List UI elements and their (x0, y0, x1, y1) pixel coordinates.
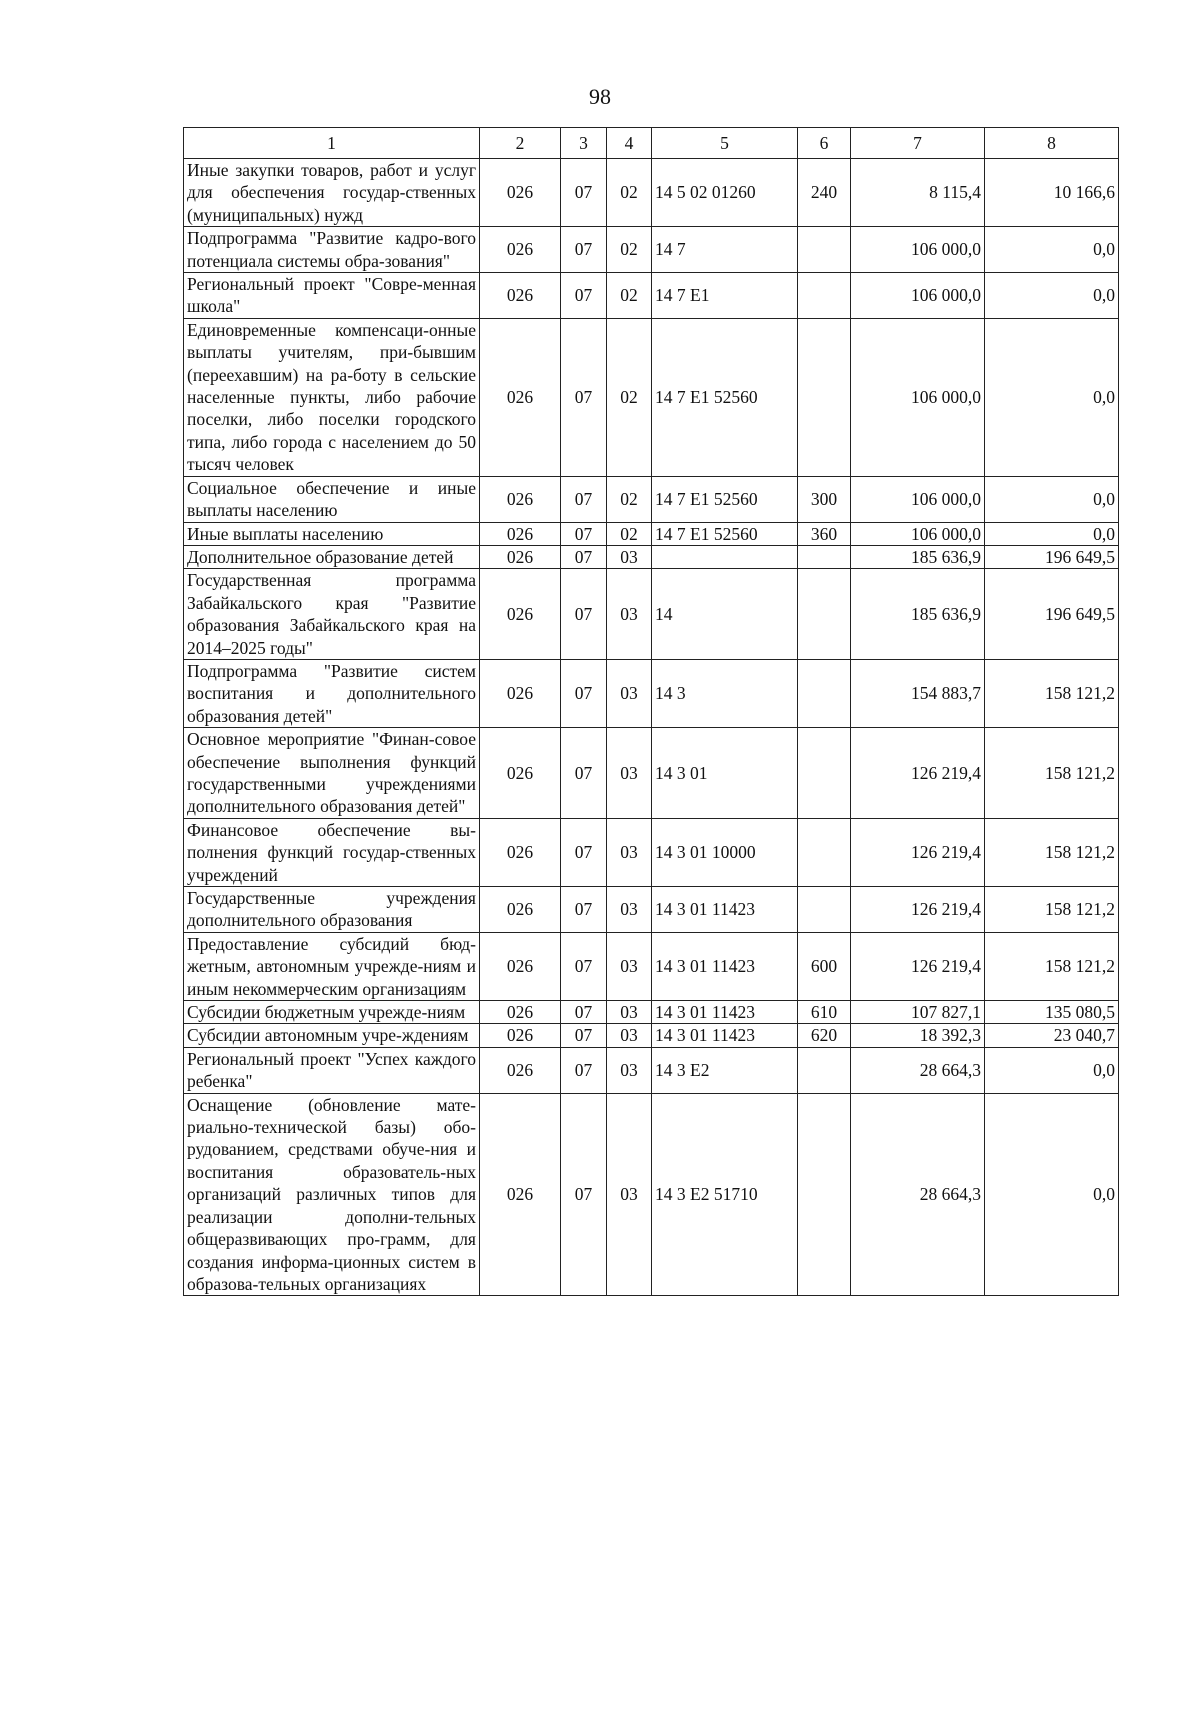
column-header: 1 (184, 128, 480, 159)
column-header: 2 (480, 128, 561, 159)
table-row (184, 318, 1119, 476)
sum-year-2-cell: 196 649,5 (985, 545, 1119, 568)
subsection-cell: 03 (607, 659, 652, 727)
row-name-cell: Государственные учреждения дополнительного образования (184, 887, 480, 933)
sum-year-1-cell: 154 883,7 (851, 659, 985, 727)
sum-year-1-cell: 185 636,9 (851, 569, 985, 660)
admin-code-cell: 026 (480, 318, 561, 476)
section-cell: 07 (561, 522, 607, 545)
admin-code-cell: 026 (480, 159, 561, 227)
admin-code-cell: 026 (480, 1047, 561, 1093)
table-row (184, 932, 1119, 1000)
subsection-cell: 02 (607, 159, 652, 227)
column-header: 4 (607, 128, 652, 159)
sum-year-2-cell: 0,0 (985, 1047, 1119, 1093)
sum-year-1-cell: 126 219,4 (851, 728, 985, 819)
table-row (184, 1047, 1119, 1093)
table-row (184, 227, 1119, 273)
row-name-cell: Субсидии бюджетным учрежде-ниям (184, 1001, 480, 1024)
target-article-cell: 14 3 01 11423 (652, 1024, 798, 1047)
subsection-cell: 03 (607, 1024, 652, 1047)
sum-year-1-cell: 126 219,4 (851, 818, 985, 886)
section-cell: 07 (561, 659, 607, 727)
header-row (184, 128, 1119, 159)
sum-year-2-cell: 0,0 (985, 227, 1119, 273)
sum-year-2-cell: 0,0 (985, 476, 1119, 522)
section-cell: 07 (561, 545, 607, 568)
target-article-cell: 14 (652, 569, 798, 660)
sum-year-1-cell: 106 000,0 (851, 522, 985, 545)
sum-year-1-cell: 106 000,0 (851, 273, 985, 319)
column-header: 7 (851, 128, 985, 159)
sum-year-1-cell: 106 000,0 (851, 227, 985, 273)
row-name-cell: Субсидии автономным учре-ждениям (184, 1024, 480, 1047)
expense-type-cell: 300 (798, 476, 851, 522)
target-article-cell: 14 3 01 11423 (652, 887, 798, 933)
section-cell: 07 (561, 159, 607, 227)
table-row (184, 545, 1119, 568)
sum-year-2-cell: 10 166,6 (985, 159, 1119, 227)
table-body (184, 159, 1119, 1296)
admin-code-cell: 026 (480, 728, 561, 819)
target-article-cell: 14 3 (652, 659, 798, 727)
section-cell: 07 (561, 318, 607, 476)
target-article-cell: 14 7 E1 52560 (652, 318, 798, 476)
expense-type-cell (798, 569, 851, 660)
target-article-cell: 14 3 E2 (652, 1047, 798, 1093)
section-cell: 07 (561, 1047, 607, 1093)
admin-code-cell: 026 (480, 545, 561, 568)
admin-code-cell: 026 (480, 227, 561, 273)
sum-year-2-cell: 158 121,2 (985, 659, 1119, 727)
row-name-cell: Региональный проект "Совре-менная школа" (184, 273, 480, 319)
subsection-cell: 03 (607, 545, 652, 568)
row-name-cell: Государственная программа Забайкальского края "Развитие образования Забайкальского края на 2014–2025 годы" (184, 569, 480, 660)
admin-code-cell: 026 (480, 932, 561, 1000)
sum-year-2-cell: 0,0 (985, 522, 1119, 545)
table-row (184, 659, 1119, 727)
admin-code-cell: 026 (480, 887, 561, 933)
sum-year-2-cell: 158 121,2 (985, 932, 1119, 1000)
target-article-cell: 14 3 01 (652, 728, 798, 819)
expense-type-cell: 600 (798, 932, 851, 1000)
subsection-cell: 02 (607, 227, 652, 273)
admin-code-cell: 026 (480, 1093, 561, 1296)
table-row (184, 569, 1119, 660)
target-article-cell: 14 5 02 01260 (652, 159, 798, 227)
target-article-cell: 14 7 E1 52560 (652, 522, 798, 545)
row-name-cell: Социальное обеспечение и иные выплаты населению (184, 476, 480, 522)
page-number: 98 (589, 84, 611, 109)
sum-year-2-cell: 135 080,5 (985, 1001, 1119, 1024)
sum-year-2-cell: 0,0 (985, 1093, 1119, 1296)
target-article-cell: 14 3 01 11423 (652, 1001, 798, 1024)
row-name-cell: Подпрограмма "Развитие систем воспитания и дополнительного образования детей" (184, 659, 480, 727)
target-article-cell (652, 545, 798, 568)
expense-type-cell: 620 (798, 1024, 851, 1047)
sum-year-2-cell: 158 121,2 (985, 818, 1119, 886)
table-row (184, 476, 1119, 522)
expense-type-cell: 360 (798, 522, 851, 545)
table-row (184, 818, 1119, 886)
subsection-cell: 02 (607, 318, 652, 476)
expense-type-cell (798, 227, 851, 273)
table-row (184, 1001, 1119, 1024)
table-row (184, 1093, 1119, 1296)
row-name-cell: Иные выплаты населению (184, 522, 480, 545)
column-header: 8 (985, 128, 1119, 159)
table-row (184, 887, 1119, 933)
subsection-cell: 03 (607, 1001, 652, 1024)
subsection-cell: 02 (607, 273, 652, 319)
row-name-cell: Финансовое обеспечение вы-полнения функций государ-ственных учреждений (184, 818, 480, 886)
admin-code-cell: 026 (480, 1024, 561, 1047)
sum-year-1-cell: 8 115,4 (851, 159, 985, 227)
column-header: 3 (561, 128, 607, 159)
subsection-cell: 03 (607, 569, 652, 660)
expense-type-cell (798, 273, 851, 319)
admin-code-cell: 026 (480, 569, 561, 660)
expense-type-cell (798, 728, 851, 819)
row-name-cell: Предоставление субсидий бюд-жетным, автономным учрежде-ниям и иным некоммерческим организациям (184, 932, 480, 1000)
sum-year-1-cell: 126 219,4 (851, 932, 985, 1000)
subsection-cell: 03 (607, 932, 652, 1000)
target-article-cell: 14 7 (652, 227, 798, 273)
section-cell: 07 (561, 1024, 607, 1047)
subsection-cell: 03 (607, 1047, 652, 1093)
row-name-cell: Иные закупки товаров, работ и услуг для обеспечения государ-ственных (муниципальных) нужд (184, 159, 480, 227)
expense-type-cell: 240 (798, 159, 851, 227)
section-cell: 07 (561, 1093, 607, 1296)
section-cell: 07 (561, 887, 607, 933)
subsection-cell: 02 (607, 476, 652, 522)
expense-type-cell (798, 1093, 851, 1296)
budget-table (183, 127, 1119, 1296)
row-name-cell: Единовременные компенсаци-онные выплаты учителям, при-бывшим (переехавшим) на ра-боту в сельские населенные пункты, либо рабочие поселки, либо поселки городского типа, либо города с населением до 50 тысяч человек (184, 318, 480, 476)
admin-code-cell: 026 (480, 273, 561, 319)
row-name-cell: Региональный проект "Успех каждого ребенка" (184, 1047, 480, 1093)
target-article-cell: 14 3 E2 51710 (652, 1093, 798, 1296)
sum-year-2-cell: 196 649,5 (985, 569, 1119, 660)
sum-year-1-cell: 18 392,3 (851, 1024, 985, 1047)
subsection-cell: 02 (607, 522, 652, 545)
section-cell: 07 (561, 227, 607, 273)
subsection-cell: 03 (607, 887, 652, 933)
sum-year-2-cell: 23 040,7 (985, 1024, 1119, 1047)
admin-code-cell: 026 (480, 476, 561, 522)
sum-year-1-cell: 28 664,3 (851, 1093, 985, 1296)
section-cell: 07 (561, 728, 607, 819)
row-name-cell: Подпрограмма "Развитие кадро-вого потенциала системы обра-зования" (184, 227, 480, 273)
sum-year-1-cell: 28 664,3 (851, 1047, 985, 1093)
table-row (184, 273, 1119, 319)
expense-type-cell (798, 545, 851, 568)
column-header: 6 (798, 128, 851, 159)
admin-code-cell: 026 (480, 659, 561, 727)
sum-year-1-cell: 107 827,1 (851, 1001, 985, 1024)
sum-year-2-cell: 158 121,2 (985, 887, 1119, 933)
row-name-cell: Дополнительное образование детей (184, 545, 480, 568)
sum-year-1-cell: 106 000,0 (851, 476, 985, 522)
subsection-cell: 03 (607, 728, 652, 819)
target-article-cell: 14 7 E1 52560 (652, 476, 798, 522)
expense-type-cell (798, 318, 851, 476)
sum-year-2-cell: 158 121,2 (985, 728, 1119, 819)
subsection-cell: 03 (607, 818, 652, 886)
expense-type-cell (798, 659, 851, 727)
section-cell: 07 (561, 476, 607, 522)
admin-code-cell: 026 (480, 522, 561, 545)
sum-year-2-cell: 0,0 (985, 273, 1119, 319)
row-name-cell: Оснащение (обновление мате-риально-технической базы) обо-рудованием, средствами обуче-ния и воспитания образователь-ных организаций различных типов для реализации дополни-тельных общеразвивающих про-грамм, для создания информа-ционных систем в образова-тельных организациях (184, 1093, 480, 1296)
admin-code-cell: 026 (480, 818, 561, 886)
section-cell: 07 (561, 1001, 607, 1024)
target-article-cell: 14 3 01 11423 (652, 932, 798, 1000)
expense-type-cell (798, 887, 851, 933)
admin-code-cell: 026 (480, 1001, 561, 1024)
table-row (184, 1024, 1119, 1047)
target-article-cell: 14 3 01 10000 (652, 818, 798, 886)
section-cell: 07 (561, 932, 607, 1000)
sum-year-2-cell: 0,0 (985, 318, 1119, 476)
row-name-cell: Основное мероприятие "Финан-совое обеспечение выполнения функций государственными учреждениями дополнительного образования детей" (184, 728, 480, 819)
table-row (184, 728, 1119, 819)
expense-type-cell (798, 818, 851, 886)
column-header: 5 (652, 128, 798, 159)
expense-type-cell (798, 1047, 851, 1093)
sum-year-1-cell: 126 219,4 (851, 887, 985, 933)
section-cell: 07 (561, 818, 607, 886)
subsection-cell: 03 (607, 1093, 652, 1296)
section-cell: 07 (561, 569, 607, 660)
sum-year-1-cell: 106 000,0 (851, 318, 985, 476)
expense-type-cell: 610 (798, 1001, 851, 1024)
table-row (184, 159, 1119, 227)
sum-year-1-cell: 185 636,9 (851, 545, 985, 568)
target-article-cell: 14 7 E1 (652, 273, 798, 319)
section-cell: 07 (561, 273, 607, 319)
table-row (184, 522, 1119, 545)
